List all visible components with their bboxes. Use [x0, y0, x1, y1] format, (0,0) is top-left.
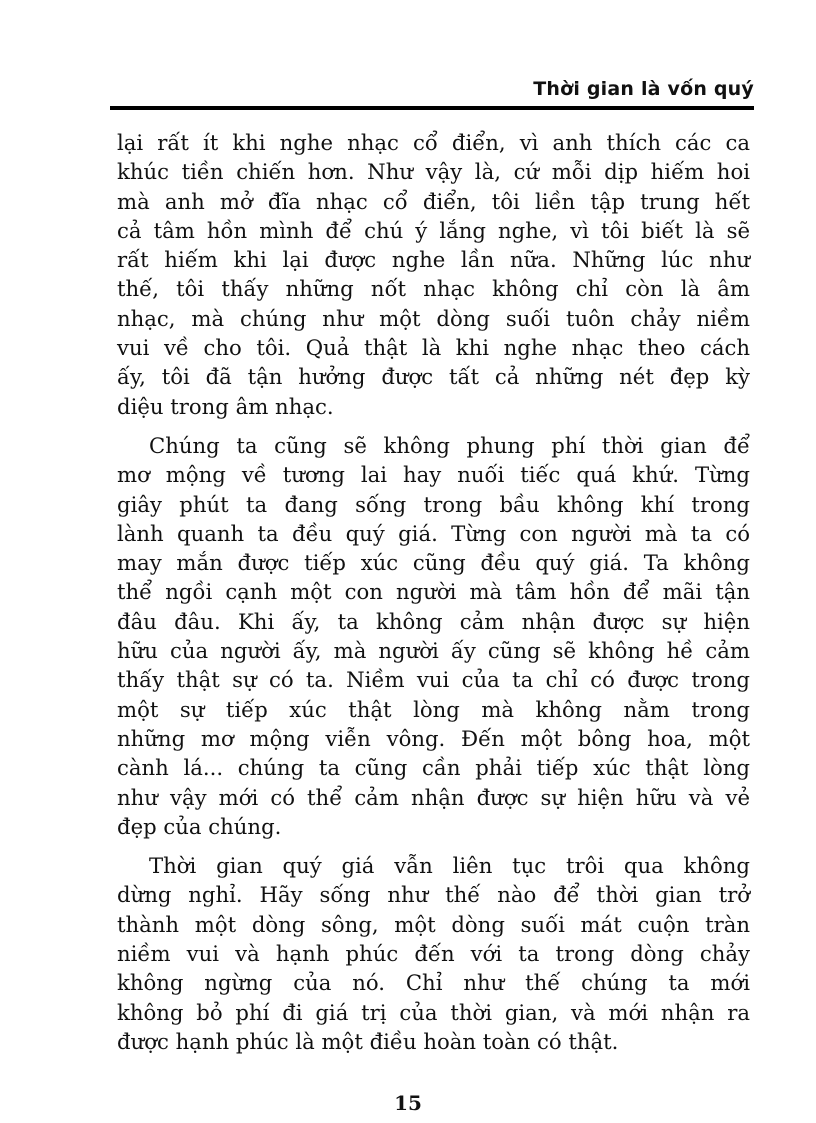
text-line: một sự tiếp xúc thật lòng mà không nằm trong [117, 696, 750, 722]
text-line: không bỏ phí đi giá trị của thời gian, và mới nhận ra [117, 999, 750, 1025]
body-text [117, 128, 750, 1066]
text-line: không ngừng của nó. Chỉ như thế chúng ta mới [117, 970, 750, 996]
text-line: rất hiếm khi lại được nghe lần nữa. Những lúc như [117, 247, 750, 273]
text-line: những mơ mộng viễn vông. Đến một bông hoa, một [117, 725, 750, 751]
text-line: mơ mộng về tương lai hay nuối tiếc quá khứ. Từng [117, 462, 750, 488]
paragraph [117, 851, 750, 1056]
text-line: thành một dòng sông, một dòng suối mát cuộn tràn [117, 911, 750, 937]
paragraph [117, 128, 750, 421]
text-line: lại rất ít khi nghe nhạc cổ điển, vì anh thích các ca [117, 130, 750, 155]
text-line: lành quanh ta đều quý giá. Từng con người mà ta có [117, 520, 750, 546]
text-line: cành lá... chúng ta cũng cần phải tiếp xúc thật lòng [117, 755, 750, 781]
text-line: được hạnh phúc là một điều hoàn toàn có thật. [117, 1028, 619, 1054]
text-line: đẹp của chúng. [117, 813, 282, 839]
running-header: Thời gian là vốn quý [533, 78, 754, 100]
text-line: thể ngồi cạnh một con người mà tâm hồn để mãi tận [117, 579, 750, 605]
page-number: 15 [394, 1091, 422, 1115]
text-line: niềm vui và hạnh phúc đến với ta trong dòng chảy [117, 941, 750, 967]
text-line: giây phút ta đang sống trong bầu không khí trong [117, 491, 750, 517]
text-line: nhạc, mà chúng như một dòng suối tuôn chảy niềm [117, 305, 750, 331]
text-line: khúc tiền chiến hơn. Như vậy là, cứ mỗi dịp hiếm hoi [117, 159, 750, 185]
text-line: cả tâm hồn mình để chú ý lắng nghe, vì tôi biết là sẽ [117, 217, 750, 243]
text-line: Thời gian quý giá vẫn liên tục trôi qua không [149, 853, 750, 879]
text-line: vui về cho tôi. Quả thật là khi nghe nhạc theo cách [117, 335, 750, 361]
text-line: thấy thật sự có ta. Niềm vui của ta chỉ có được trong [117, 667, 750, 693]
text-line: đâu đâu. Khi ấy, ta không cảm nhận được sự hiện [117, 608, 750, 634]
text-line: thế, tôi thấy những nốt nhạc không chỉ còn là âm [117, 276, 750, 302]
text-line: như vậy mới có thể cảm nhận được sự hiện hữu và vẻ [117, 784, 750, 810]
text-line: Chúng ta cũng sẽ không phung phí thời gian để [149, 432, 750, 458]
text-line: diệu trong âm nhạc. [117, 393, 334, 419]
text-line: hữu của người ấy, mà người ấy cũng sẽ không hề cảm [117, 638, 750, 664]
header-rule [110, 106, 754, 110]
text-line: mà anh mở đĩa nhạc cổ điển, tôi liền tập trung hết [117, 188, 750, 214]
paragraph [117, 431, 750, 841]
text-line: may mắn được tiếp xúc cũng đều quý giá. Ta không [117, 550, 750, 576]
text-line: dừng nghỉ. Hãy sống như thế nào để thời gian trở [117, 882, 750, 908]
text-line: ấy, tôi đã tận hưởng được tất cả những nét đẹp kỳ [117, 364, 750, 390]
